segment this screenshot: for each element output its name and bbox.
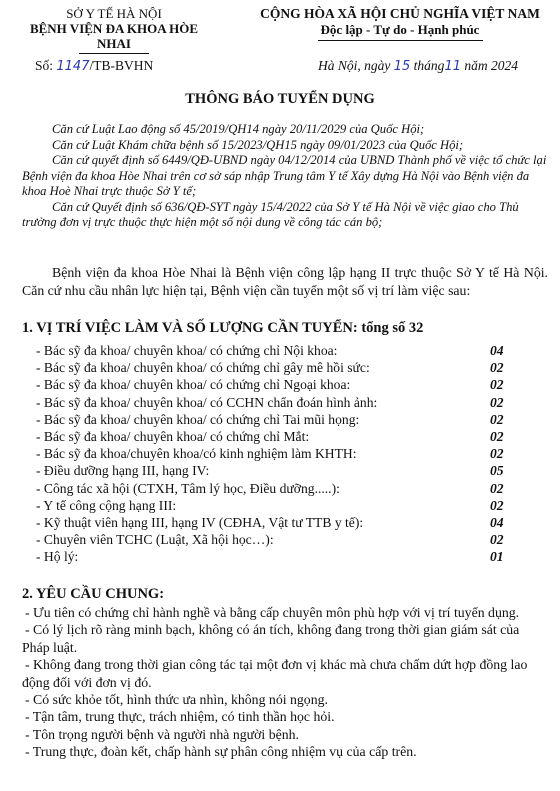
position-label: - Điều dưỡng hạng III, hạng IV: (36, 463, 210, 479)
position-label: - Hộ lý: (36, 549, 79, 565)
position-row (36, 481, 510, 498)
position-count: 02 (490, 446, 504, 462)
position-count: 04 (490, 343, 504, 358)
issuer-underline (79, 53, 149, 54)
position-label: - Bác sỹ đa khoa/ chuyên khoa/ có chứng chỉ Mắt: (36, 428, 310, 444)
legal-basis-item: Căn cứ Quyết định số 636/QĐ-SYT ngày 15/4/2022 của Sở Y tế Hà Nội về việc giao cho Thủ trưởng đơn vị trực thuộc thực hiện một số nội dung về công tác cán bộ; (22, 199, 519, 229)
section2-title: 2. YÊU CẦU CHUNG: (22, 586, 165, 602)
position-count: 05 (490, 463, 504, 479)
position-label: - Bác sỹ đa khoa/ chuyên khoa/ có chứng chỉ Tai mũi họng: (36, 411, 360, 427)
positions-list (36, 343, 510, 566)
legal-basis-item: Căn cứ quyết định số 6449/QĐ-UBND ngày 04/12/2014 của UBND Thành phố về việc tổ chức lại Bệnh viện đa khoa Hòe Nhai trên cơ sở sáp nhập Trung tâm Y tế Xây dựng Hà Nội vào Bệnh viện đa khoa Hoè Nhai trực thuộc Sở Y tế; (22, 153, 547, 198)
document-date (318, 58, 518, 74)
motto-underline (318, 40, 483, 41)
position-row (36, 395, 510, 412)
national-header (250, 6, 550, 41)
position-label: - Kỹ thuật viên hạng III, hạng IV (CĐHA, Vật tư TTB y tế): (36, 514, 364, 530)
position-count: 02 (490, 428, 504, 444)
position-label: - Bác sỹ đa khoa/ chuyên khoa/ có CCHN chẩn đoán hình ảnh: (36, 394, 378, 410)
requirement-item: - Trung thực, đoàn kết, chấp hành sự phân công nhiệm vụ của cấp trên. (25, 744, 417, 760)
requirements-list (22, 604, 548, 761)
document-number (35, 58, 153, 74)
position-count: 02 (490, 532, 504, 548)
section1-title: 1. VỊ TRÍ VIỆC LÀM VÀ SỐ LƯỢNG CẦN TUYỂN: tổng số 32 (22, 320, 424, 336)
docno-suffix: /TB-BVHN (89, 58, 154, 73)
national-motto: Độc lập - Tự do - Hạnh phúc (320, 22, 480, 37)
position-row (36, 412, 510, 429)
date-year: năm 2024 (464, 58, 518, 73)
nation-name: CỘNG HÒA XÃ HỘI CHỦ NGHĨA VIỆT NAM (260, 6, 540, 21)
date-month-label: tháng (413, 58, 445, 73)
requirement-item: - Ưu tiên có chứng chỉ hành nghề và bằng cấp chuyên môn phù hợp với vị trí tuyển dụng. (25, 605, 520, 620)
position-row (36, 515, 510, 532)
date-month-handwritten: 11 (444, 59, 461, 74)
date-day-handwritten: 15 (393, 59, 411, 74)
position-label: - Y tế công cộng hạng III: (36, 497, 177, 513)
position-label: - Bác sỹ đa khoa/ chuyên khoa/ có chứng chỉ Nội khoa: (36, 343, 338, 358)
requirement-item: - Có sức khỏe tốt, hình thức ưa nhìn, không nói ngọng. (25, 692, 328, 708)
position-row (36, 360, 510, 377)
requirement-item: - Không đang trong thời gian công tác tại một đơn vị khác mà chưa chấm dứt hợp đồng lao động đối với đơn vị đó. (22, 657, 528, 690)
docno-prefix: Số: (35, 58, 54, 73)
position-row (36, 549, 510, 566)
requirement-item: - Tận tâm, trung thực, trách nhiệm, có tinh thần học hỏi. (25, 709, 335, 725)
legal-basis-item: Căn cứ Luật Khám chữa bệnh số 15/2023/QH15 ngày 09/01/2023 của Quốc Hội; (52, 137, 464, 152)
position-count: 02 (490, 377, 504, 393)
issuer-hospital: BỆNH VIỆN ĐA KHOA HÒE NHAI (29, 21, 199, 51)
position-label: - Chuyên viên TCHC (Luật, Xã hội học…): (36, 532, 274, 548)
position-label: - Bác sỹ đa khoa/ chuyên khoa/ có chứng chỉ gây mê hồi sức: (36, 360, 370, 376)
position-label: - Công tác xã hội (CTXH, Tâm lý học, Điều dưỡng.....): (36, 480, 340, 496)
position-count: 02 (490, 360, 504, 376)
issuer-block (14, 6, 214, 54)
position-count: 02 (490, 480, 504, 496)
issuer-org: SỞ Y TẾ HÀ NỘI (66, 6, 162, 21)
docno-handwritten-number: 1147 (56, 59, 90, 74)
legal-bases (22, 122, 550, 231)
document-title: THÔNG BÁO TUYỂN DỤNG (185, 91, 375, 107)
position-row (36, 446, 510, 463)
legal-basis-item: Căn cứ Luật Lao động số 45/2019/QH14 ngày 20/11/2029 của Quốc Hội; (52, 122, 425, 136)
position-count: 02 (490, 497, 504, 513)
requirement-item: - Có lý lịch rõ ràng minh bạch, không có án tích, không đang trong thời gian giám sát của Pháp luật. (22, 622, 520, 655)
requirement-item: - Tôn trọng người bệnh và người nhà người bệnh. (25, 726, 299, 742)
position-row (36, 463, 510, 480)
position-row (36, 498, 510, 515)
position-count: 02 (490, 394, 504, 410)
position-label: - Bác sỹ đa khoa/ chuyên khoa/ có chứng chỉ Ngoại khoa: (36, 377, 351, 393)
position-row (36, 343, 510, 360)
position-row (36, 532, 510, 549)
intro-paragraph: Bệnh viện đa khoa Hòe Nhai là Bệnh viện công lập hạng II trực thuộc Sở Y tế Hà Nội. Căn cứ nhu cầu nhân lực hiện tại, Bệnh viện cần tuyển một số vị trí làm việc sau: (22, 265, 548, 298)
position-row (36, 429, 510, 446)
date-place: Hà Nội, ngày (318, 58, 391, 73)
position-count: 02 (490, 411, 504, 427)
position-count: 01 (490, 549, 504, 565)
position-count: 04 (490, 514, 504, 530)
position-row (36, 377, 510, 394)
position-label: - Bác sỹ đa khoa/chuyên khoa/có kinh nghiệm làm KHTH: (36, 446, 357, 462)
